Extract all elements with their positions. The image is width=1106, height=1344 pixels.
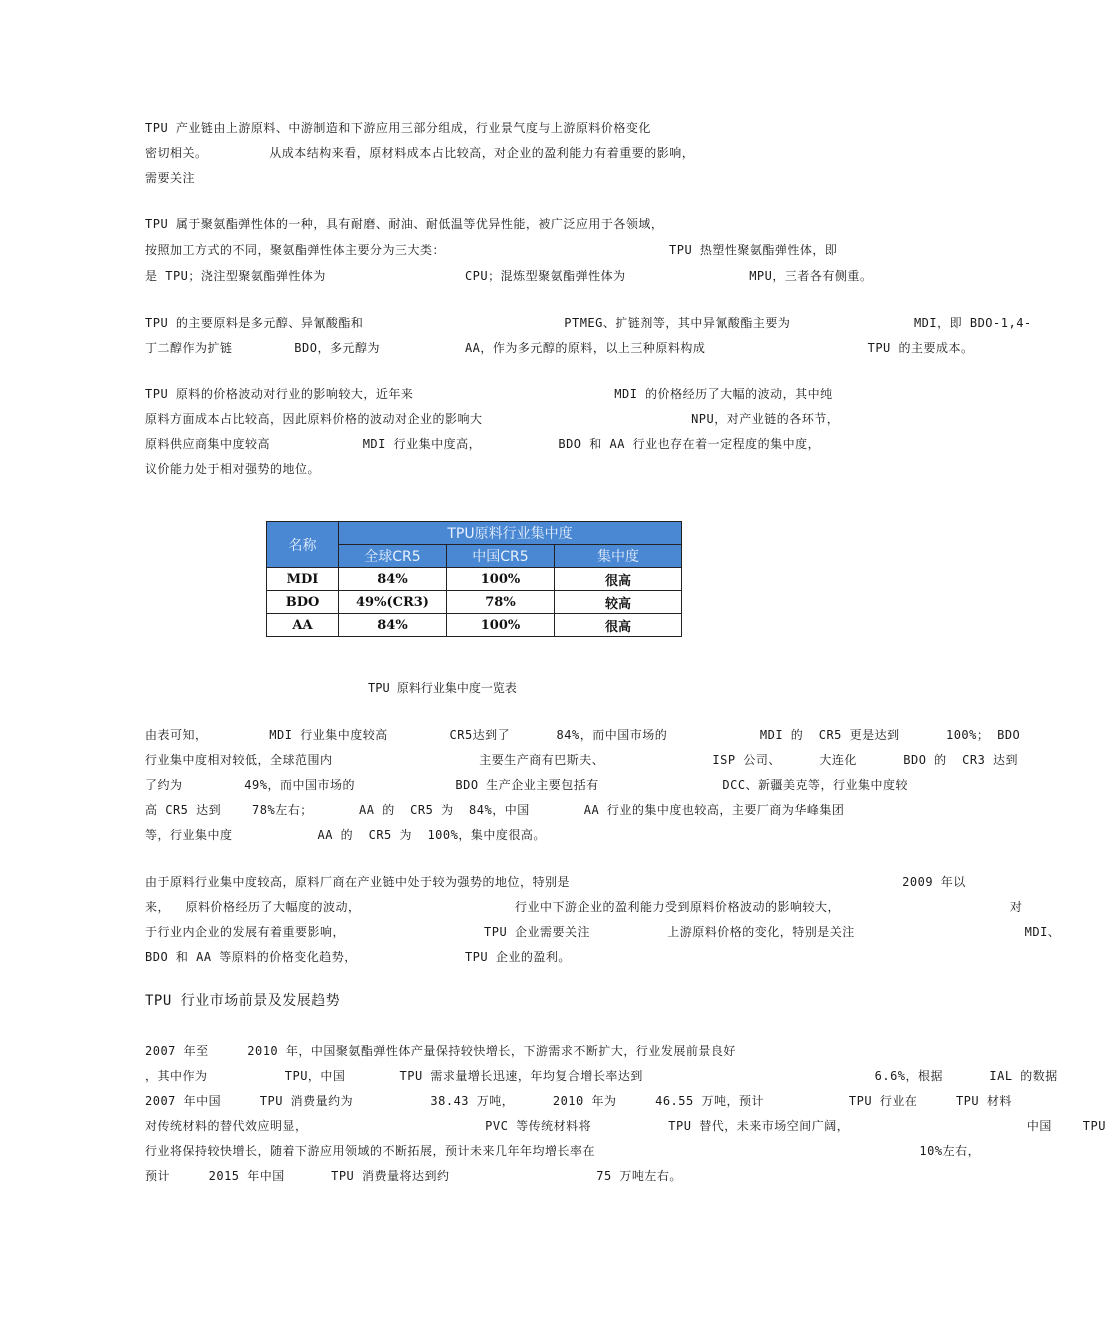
paragraph-5-line-2: 行业集中度相对较低，全球范围内 主要生产商有巴斯夫、 ISP 公司、 大连化 BDO 的 CR3 达到 — [145, 753, 1019, 767]
paragraph-3-line-2: 丁二醇作为扩链 BDO，多元醇为 AA，作为多元醇的原料，以上三种原料构成 TPU 的主要成本。 — [145, 341, 974, 355]
paragraph-5-line-1: 由表可知， MDI 行业集中度较高 CR5达到了 84%，而中国市场的 MDI 的 CR5 更是达到 100%； BDO — [145, 728, 1021, 742]
paragraph-2-line-2: 按照加工方式的不同，聚氨酯弹性体主要分为三大类： TPU 热塑性聚氨酯弹性体，即 — [145, 243, 838, 257]
paragraph-1-line-1: TPU 产业链由上游原料、中游制造和下游应用三部分组成，行业景气度与上游原料价格变化 — [145, 121, 651, 135]
paragraph-6-line-2: 来， 原料价格经历了大幅度的波动， 行业中下游企业的盈利能力受到原料价格波动的影响较大， 对 — [145, 900, 1023, 914]
paragraph-6-line-3: 于行业内企业的发展有着重要影响， TPU 企业需要关注 上游原料价格的变化，特别是关注 MDI、 — [145, 925, 1061, 939]
paragraph-4-line-1: TPU 原料的价格波动对行业的影响较大，近年来 MDI 的价格经历了大幅的波动，其中纯 — [145, 387, 833, 401]
table-cell-name: BDO — [267, 591, 339, 614]
table-name-header: 名称 — [267, 522, 339, 568]
table-cell-global: 84% — [339, 568, 447, 591]
table-subheader-global: 全球CR5 — [339, 545, 447, 568]
table-row — [267, 591, 682, 614]
table-cell-china: 78% — [447, 591, 555, 614]
table-group-header: TPU原料行业集中度 — [339, 522, 682, 545]
paragraph-7-line-4: 对传统材料的替代效应明显， PVC 等传统材料将 TPU 替代，未来市场空间广阔， 中国 TPU — [145, 1119, 1106, 1133]
paragraph-3-line-1: TPU 的主要原料是多元醇、异氰酸酯和 PTMEG、扩链剂等，其中异氰酸酯主要为 MDI，即 BDO-1,4- — [145, 316, 1032, 330]
paragraph-4-line-4: 议价能力处于相对强势的地位。 — [145, 462, 321, 476]
table-subheader-level: 集中度 — [555, 545, 682, 568]
concentration-table — [266, 521, 682, 637]
table-subheader-china: 中国CR5 — [447, 545, 555, 568]
paragraph-5-line-4: 高 CR5 达到 78%左右； AA 的 CR5 为 84%，中国 AA 行业的集中度也较高，主要厂商为华峰集团 — [145, 803, 845, 817]
paragraph-7-line-1: 2007 年至 2010 年，中国聚氨酯弹性体产量保持较快增长，下游需求不断扩大，行业发展前景良好 — [145, 1044, 736, 1058]
table-row — [267, 614, 682, 637]
section-heading: TPU 行业市场前景及发展趋势 — [145, 993, 341, 1009]
paragraph-5-line-3: 了约为 49%，而中国市场的 BDO 生产企业主要包括有 DCC、新疆美克等，行业集中度较 — [145, 778, 909, 792]
paragraph-7-line-5: 行业将保持较快增长，随着下游应用领域的不断拓展，预计未来几年年均增长率在 10%左右， — [145, 1144, 981, 1158]
paragraph-2-line-1: TPU 属于聚氨酯弹性体的一种，具有耐磨、耐油、耐低温等优异性能，被广泛应用于各领域， — [145, 217, 664, 231]
table-caption: TPU 原料行业集中度一览表 — [368, 681, 517, 695]
table-cell-china: 100% — [447, 568, 555, 591]
table-cell-level: 很高 — [555, 614, 682, 637]
paragraph-2-line-3: 是 TPU；浇注型聚氨酯弹性体为 CPU；混炼型聚氨酯弹性体为 MPU，三者各有侧重。 — [145, 269, 873, 283]
paragraph-4-line-2: 原料方面成本占比较高，因此原料价格的波动对企业的影响大 NPU，对产业链的各环节， — [145, 412, 840, 426]
table-cell-name: AA — [267, 614, 339, 637]
table-cell-name: MDI — [267, 568, 339, 591]
table-cell-level: 较高 — [555, 591, 682, 614]
paragraph-4-line-3: 原料供应商集中度较高 MDI 行业集中度高， BDO 和 AA 行业也存在着一定程度的集中度， — [145, 437, 821, 451]
table-cell-global: 84% — [339, 614, 447, 637]
table-row — [267, 568, 682, 591]
paragraph-6-line-1: 由于原料行业集中度较高，原料厂商在产业链中处于较为强势的地位，特别是 2009 年以 — [145, 875, 966, 889]
paragraph-6-line-4: BDO 和 AA 等原料的价格变化趋势， TPU 企业的盈利。 — [145, 950, 571, 964]
paragraph-7-line-3: 2007 年中国 TPU 消费量约为 38.43 万吨， 2010 年为 46.55 万吨，预计 TPU 行业在 TPU 材料 — [145, 1094, 1012, 1108]
paragraph-7-line-2: ，其中作为 TPU，中国 TPU 需求量增长迅速，年均复合增长率达到 6.6%，根据 IAL 的数据 — [145, 1069, 1058, 1083]
paragraph-5-line-5: 等，行业集中度 AA 的 CR5 为 100%，集中度很高。 — [145, 828, 546, 842]
table-cell-global: 49%(CR3) — [339, 591, 447, 614]
paragraph-1-line-3: 需要关注 — [145, 171, 196, 185]
table-cell-level: 很高 — [555, 568, 682, 591]
paragraph-1-line-2: 密切相关。 从成本结构来看，原材料成本占比较高，对企业的盈利能力有着重要的影响， — [145, 146, 695, 160]
paragraph-7-line-6: 预计 2015 年中国 TPU 消费量将达到约 75 万吨左右。 — [145, 1169, 682, 1183]
table-cell-china: 100% — [447, 614, 555, 637]
